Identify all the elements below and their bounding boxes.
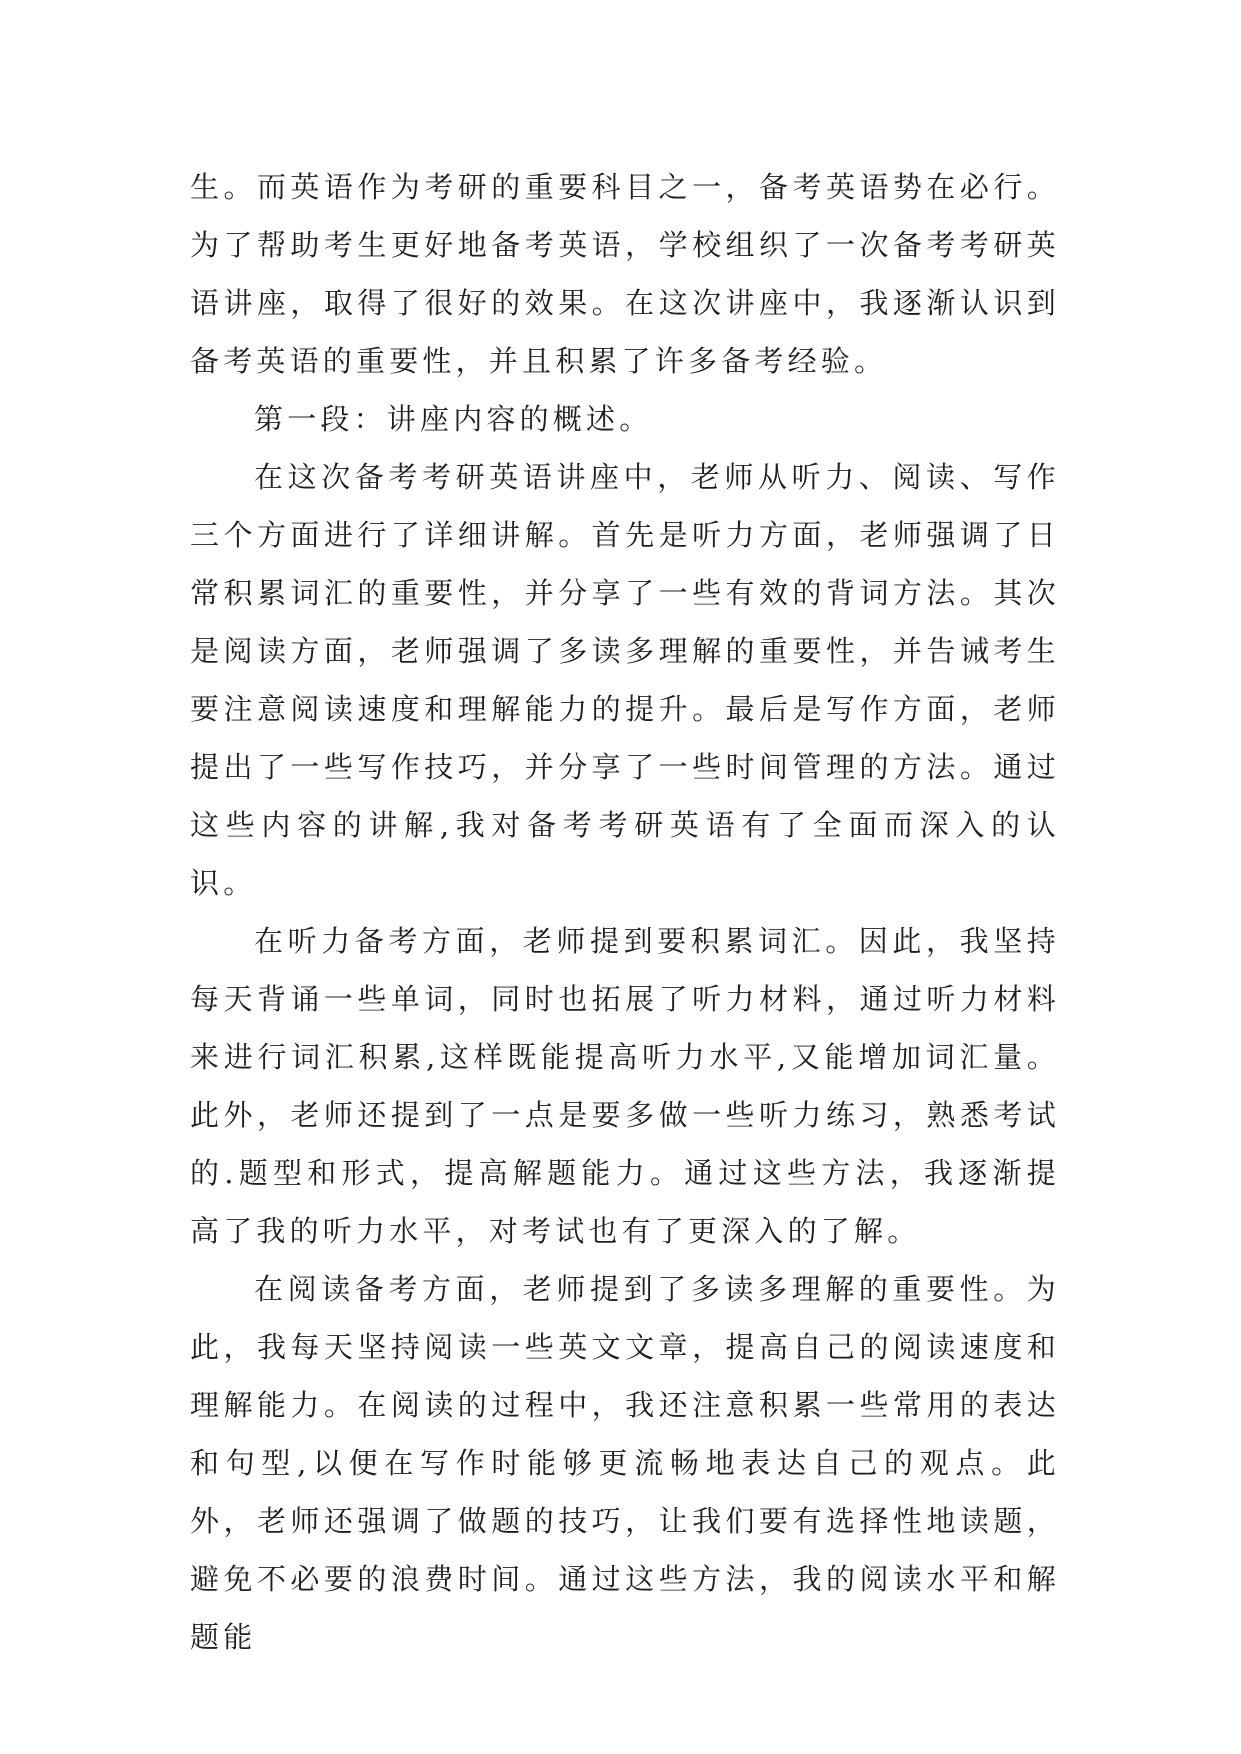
document-body bbox=[190, 158, 1060, 1666]
paragraph-reading: 在阅读备考方面，老师提到了多读多理解的重要性。为此，我每天坚持阅读一些英文文章，提高自己的阅读速度和理解能力。在阅读的过程中，我还注意积累一些常用的表达和句型,以便在写作时能够更流畅地表达自己的观点。此外，老师还强调了做题的技巧，让我们要有选择性地读题，避免不必要的浪费时间。通过这些方法，我的阅读水平和解题能 bbox=[190, 1272, 1060, 1654]
paragraph-listening: 在听力备考方面，老师提到要积累词汇。因此，我坚持每天背诵一些单词，同时也拓展了听力材料，通过听力材料来进行词汇积累,这样既能提高听力水平,又能增加词汇量。此外，老师还提到了一点是要多做一些听力练习，熟悉考试的.题型和形式，提高解题能力。通过这些方法，我逐渐提高了我的听力水平，对考试也有了更深入的了解。 bbox=[190, 924, 1060, 1248]
section-heading-paragraph: 第一段：讲座内容的概述。 bbox=[254, 402, 653, 436]
paragraph-continuation: 生。而英语作为考研的重要科目之一，备考英语势在必行。为了帮助考生更好地备考英语，学校组织了一次备考考研英语讲座，取得了很好的效果。在这次讲座中，我逐渐认识到备考英语的重要性，并且积累了许多备考经验。 bbox=[190, 170, 1060, 378]
paragraph-lecture-overview: 在这次备考考研英语讲座中，老师从听力、阅读、写作三个方面进行了详细讲解。首先是听力方面，老师强调了日常积累词汇的重要性，并分享了一些有效的背词方法。其次是阅读方面，老师强调了多读多理解的重要性，并告诫考生要注意阅读速度和理解能力的提升。最后是写作方面，老师提出了一些写作技巧，并分享了一些时间管理的方法。通过这些内容的讲解,我对备考考研英语有了全面而深入的认识。 bbox=[190, 460, 1060, 900]
